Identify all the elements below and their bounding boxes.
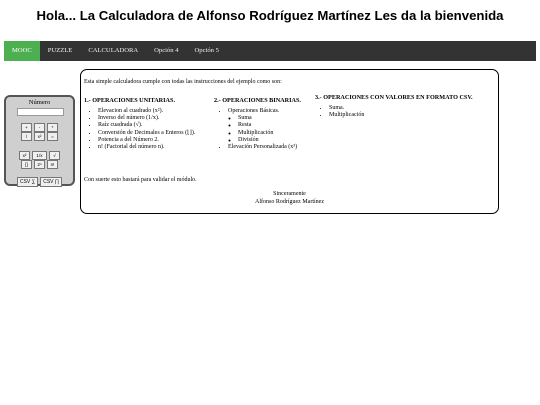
factorial-key[interactable]: n! [47,160,58,169]
list-item: • Potencia a del Número 2. [98,137,195,144]
top-navbar [4,41,536,61]
inverse-key[interactable]: 1/x [32,151,47,160]
list-item: ◦ Multiplicación [238,130,301,137]
nav-item-opcion-4[interactable]: Opción 4 [154,47,179,54]
list-item: ◦ División [238,137,301,144]
divide-key[interactable]: / [21,132,32,141]
calculator-panel [4,95,75,186]
list-item: • Suma. [329,105,473,112]
nav-item-calculadora[interactable]: CALCULADORA [88,47,139,54]
instructions-panel [80,69,499,214]
list-item: • Elevación Personalizada (x³) [228,144,301,151]
floor-key[interactable]: [] [21,160,32,169]
list-item: ◦ Suma [238,115,301,122]
binary-operations-section [214,97,301,151]
list-item: • Inverso del número (1/x). [98,115,195,122]
signature-line-2: Alfonso Rodríguez Martínez [255,198,324,205]
signature-line-1: Sinceramente [273,191,306,197]
list-item: • n! (Factorial del número n). [98,144,195,151]
csv-product-button[interactable]: CSV ∏ [40,177,62,187]
unary-operations-section [84,97,195,151]
csv-heading: 3.- OPERACIONES CON VALORES EN FORMATO CSV. [315,94,473,101]
page-title: Hola... La Calculadora de Alfonso Rodríguez Martínez Les da la bienvenida [36,8,504,23]
csv-row [6,177,73,187]
key-row-2 [6,132,73,141]
csv-operations-section [315,94,473,119]
list-item: • Conversión de Decimales a Enteros (⌊⌋). [98,130,195,137]
number-input[interactable] [17,108,64,116]
key-row-1 [6,123,73,132]
add-key[interactable]: + [21,123,32,132]
multiply-key[interactable]: * [47,123,58,132]
closing-text: Con suerte esto bastará para validar el módulo. [84,177,197,183]
equals-key[interactable]: = [47,132,58,141]
list-item [228,108,301,144]
number-label: Número [28,99,51,106]
nav-item-puzzle[interactable]: PUZZLE [47,47,73,54]
intro-text: Esta simple calculadora cumple con todas las instrucciones del ejemplo como son: [84,79,282,85]
signature [81,191,498,206]
binary-heading: 2.- OPERACIONES BINARIAS. [214,97,301,104]
power-of-two-key[interactable]: 2ⁿ [34,160,45,169]
square-key[interactable]: x² [19,151,30,160]
nav-item-mooc[interactable]: MOOC [4,41,40,61]
csv-sum-button[interactable]: CSV ∑ [17,177,38,187]
basic-operations-label: Operaciones Básicas. [228,108,280,114]
custom-power-key[interactable]: x² [34,132,45,141]
key-row-4 [6,160,73,169]
key-row-3 [6,151,73,160]
unary-heading: 1.- OPERACIONES UNITARIAS. [84,97,175,104]
list-item: ◦ Resta [238,122,301,129]
subtract-key[interactable]: - [34,123,45,132]
list-item: • Raíz cuadrada (√). [98,122,195,129]
sqrt-key[interactable]: √ [49,151,60,160]
list-item: • Multiplicación [329,112,473,119]
list-item: • Elevacion al cuadrado (x²). [98,108,195,115]
nav-item-opcion-5[interactable]: Opción 5 [194,47,219,54]
